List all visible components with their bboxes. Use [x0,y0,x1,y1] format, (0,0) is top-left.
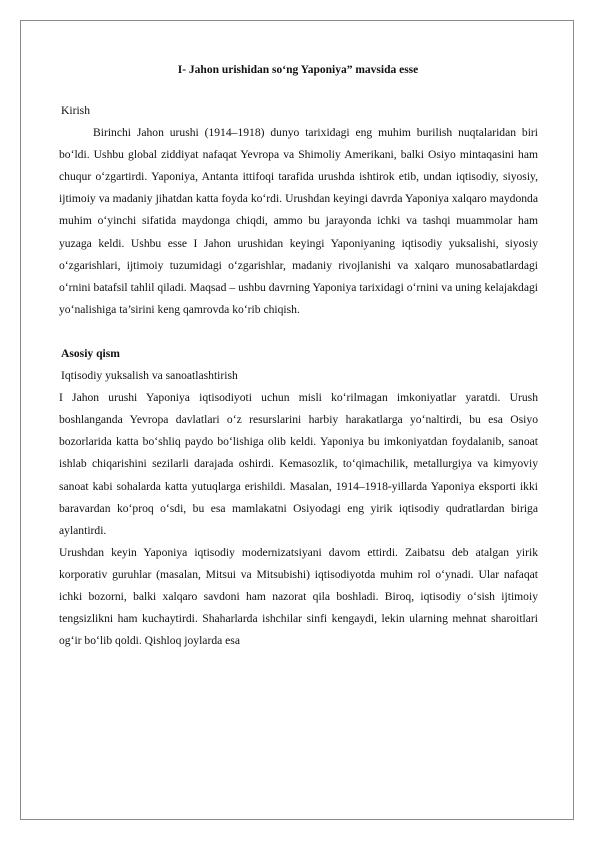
main-heading: Asosiy qism [61,346,120,360]
section-spacer [59,321,538,343]
main-paragraph-1: I Jahon urushi Yaponiya iqtisodiyoti uchun misli ko‘rilmagan imkoniyatlar yaratdi. Urush boshlanganda Yevropa davlatlari o‘z resurslarini harbiy harakatlarga yo‘naltirdi, bu esa Osiyo bozorlarida katta bo‘shliq paydo bo‘lishiga olib keldi. Yaponiya bu imkoniyatdan foydalanib, sanoat ishlab chiqarishini sezilarli darajada oshirdi. Kemasozlik, to‘qimachilik, metallurgiya va kimyoviy sanoat kabi sohalarda katta yutuqlarga erishildi. Masalan, 1914–1918-yillarda Yaponiya eksporti ikki baravardan ko‘proq o‘sdi, bu esa mamlakatni Osiyodagi eng yirik iqtisodiy qudratlardan biriga aylantirdi. [59,391,538,537]
main-subheading: Iqtisodiy yuksalish va sanoatlashtirish [61,369,238,383]
intro-paragraph: Birinchi Jahon urushi (1914–1918) dunyo tarixidagi eng muhim burilish nuqtalaridan biri bo‘ldi. Ushbu global ziddiyat nafaqat Yevropa va Shimoliy Amerikani, balki Osiyo mintaqasini ham chuqur o‘zgartirdi. Yaponiya, Antanta ittifoqi tarafida urushda ishtirok etib, undan iqtisodiy, siyosiy, ijtimoiy va madaniy jihatdan katta foyda ko‘rdi. Urushdan keyingi davrda Yaponiya xalqaro maydonda muhim o‘yinchi sifatida maydonga chiqdi, ammo bu jarayonda ichki va tashqi muammolar ham yuzaga keldi. Ushbu esse I Jahon urushidan keyingi Yaponiyaning iqtisodiy yuksalishi, siyosiy o‘zgarishlari, ijtimoiy tuzumidagi o‘zgarishlar, madaniy rivojlanishi va xalqaro munosabatlardagi o‘rnini batafsil tahlil qiladi. Maqsad – ushbu davrning Yaponiya tarixidagi o‘rnini va uning kelajakdagi yo‘nalishiga ta’sirini keng qamrovda ko‘rib chiqish. [59,126,538,316]
document-body [59,100,538,652]
document-title: I- Jahon urishidan so‘ng Yaponiya” mavsida esse [177,64,419,76]
main-paragraph-2: Urushdan keyin Yaponiya iqtisodiy modernizatsiyani davom ettirdi. Zaibatsu deb atalgan yirik korporativ guruhlar (masalan, Mitsui va Mitsubishi) iqtisodiyotda muhim rol o‘ynadi. Ular nafaqat ichki bozorni, balki xalqaro savdoni ham nazorat qila boshladi. Biroq, iqtisodiy o‘sish ijtimoiy tengsizlikni ham kuchaytirdi. Shaharlarda ishchilar sinfi kengaydi, lekin ularning mehnat sharoitlari og‘ir bo‘lib qoldi. Qishloq joylarda esa [59,545,538,648]
intro-heading: Kirish [61,104,90,117]
